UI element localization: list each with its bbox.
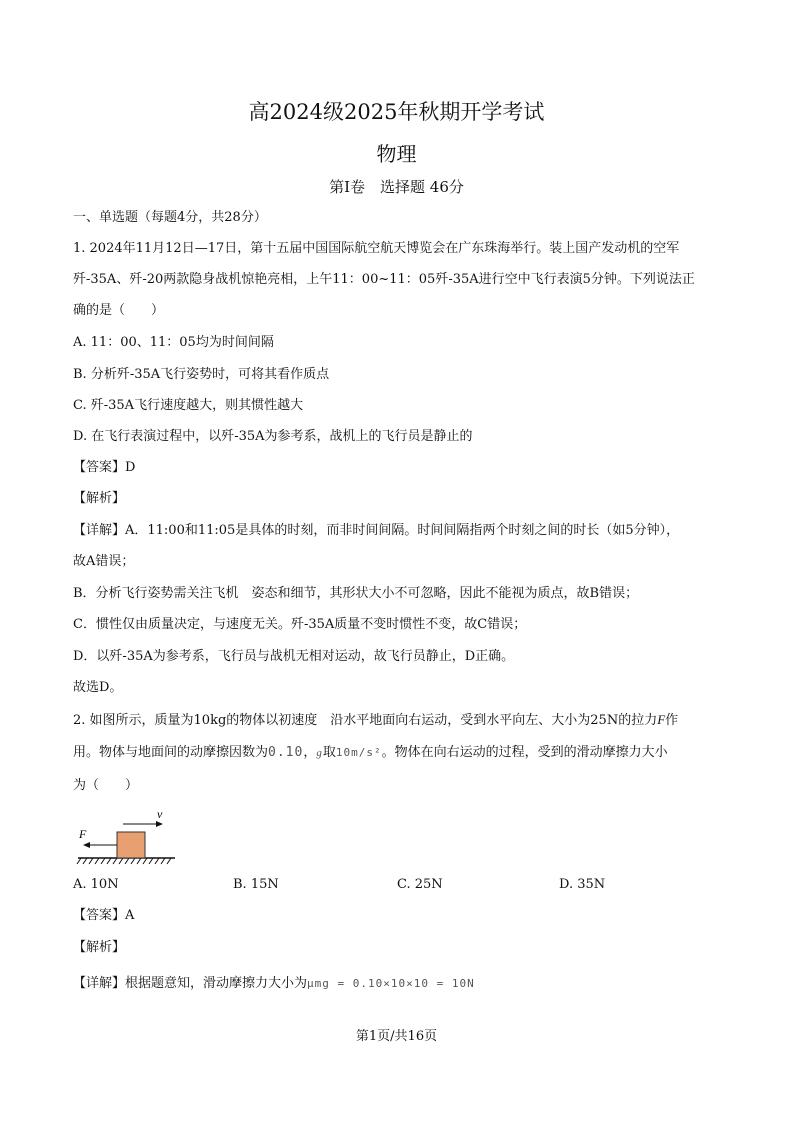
q2-option-a: A. 10N [73, 877, 119, 892]
q1-detail-line-2: 故A错误； [73, 554, 135, 569]
q1-option-a: A. 11：00、11：05均为时间间隔 [73, 335, 274, 350]
q2-force-variable: F [657, 712, 666, 727]
force-arrow-head [83, 842, 90, 848]
q2-stem-line-2-b: ， [303, 745, 317, 760]
q2-stem-line-1-end: 作 [665, 713, 679, 728]
q2-stem-line-3: 为（ ） [73, 778, 139, 793]
q2-stem-line-1-text: 2. 如图所示，质量为10kg的物体以初速度 沿水平地面向右运动，受到水平向左、大小为25N的拉力 [73, 713, 658, 728]
q1-option-b: B. 分析歼-35A飞行姿势时，可将其看作质点 [73, 367, 330, 382]
q1-detail-b: B．分析飞行姿势需关注飞机 姿态和细节，其形状大小不可忽略，因此不能视为质点，故B错误； [73, 586, 639, 601]
q1-detail-d: D．以歼-35A为参考系，飞行员与战机无相对运动，故飞行员静止，D正确。 [73, 649, 515, 664]
page-footer: 第1页/共16页 [355, 1029, 438, 1044]
q2-figure [73, 806, 183, 868]
q1-option-c: C. 歼-35A飞行速度越大，则其惯性越大 [73, 398, 304, 413]
q2-detail-text: 【详解】根据题意知，滑动摩擦力大小为 [73, 976, 308, 991]
section-heading: 一、单选题（每题4分，共28分） [73, 210, 267, 225]
velocity-arrow-head [156, 821, 163, 827]
exam-title: 高2024级2025年秋期开学考试 [248, 100, 545, 124]
force-label: F [79, 827, 87, 841]
q2-g-symbol: g [316, 747, 323, 759]
q1-option-d: D. 在飞行表演过程中，以歼-35A为参考系，战机上的飞行员是静止的 [73, 429, 473, 444]
q2-option-c: C. 25N [397, 877, 443, 892]
q1-conclusion: 故选D。 [73, 680, 123, 695]
subject-title: 物理 [376, 142, 417, 166]
q2-option-d: D. 35N [559, 877, 606, 892]
q2-stem-line-1 [73, 711, 733, 730]
q2-option-b: B. 15N [233, 877, 279, 892]
q2-options [73, 877, 733, 895]
q1-stem-line-2: 歼-35A、歼-20两款隐身战机惊艳亮相，上午11：00~11：05歼-35A进行空中飞行表演5分钟。下列说法正 [73, 272, 695, 287]
q1-detail-c: C．惯性仅由质量决定，与速度无关。歼-35A质量不变时惯性不变，故C错误； [73, 617, 527, 632]
q1-detail-line-1: 【详解】A．11:00和11:05是具体的时刻，而非时间间隔。时间间隔指两个时刻之间的时长（如5分钟）， [73, 523, 680, 538]
q2-stem-line-2-c: 取 [322, 745, 336, 760]
q2-answer: 【答案】A [73, 908, 135, 923]
q2-g-value: 10m/s² [335, 746, 382, 759]
q2-mu-value: 0.10 [268, 745, 304, 760]
block [117, 832, 145, 858]
q1-answer: 【答案】D [73, 460, 136, 475]
q2-detail-formula: μmg = 0.10×10×10 = 10N [307, 977, 475, 990]
q1-stem-line-3: 确的是（ ） [73, 303, 165, 318]
q1-analysis-label: 【解析】 [73, 491, 126, 506]
q1-stem-line-1: 1. 2024年11月12日—17日，第十五届中国国际航空航天博览会在广东珠海举行。装上国产发动机的空军 [73, 241, 680, 256]
volume-title: 第Ⅰ卷 选择题 46分 [329, 178, 464, 196]
q2-detail [73, 975, 733, 993]
q2-stem-line-2 [73, 744, 733, 762]
ground-hatching [77, 858, 171, 864]
q2-stem-line-2-a: 用。物体与地面间的动摩擦因数为 [73, 745, 269, 760]
q2-analysis-label: 【解析】 [73, 940, 126, 955]
q2-stem-line-2-d: 。物体在向右运动的过程，受到的滑动摩擦力大小 [381, 745, 668, 760]
velocity-label: v [157, 807, 163, 821]
